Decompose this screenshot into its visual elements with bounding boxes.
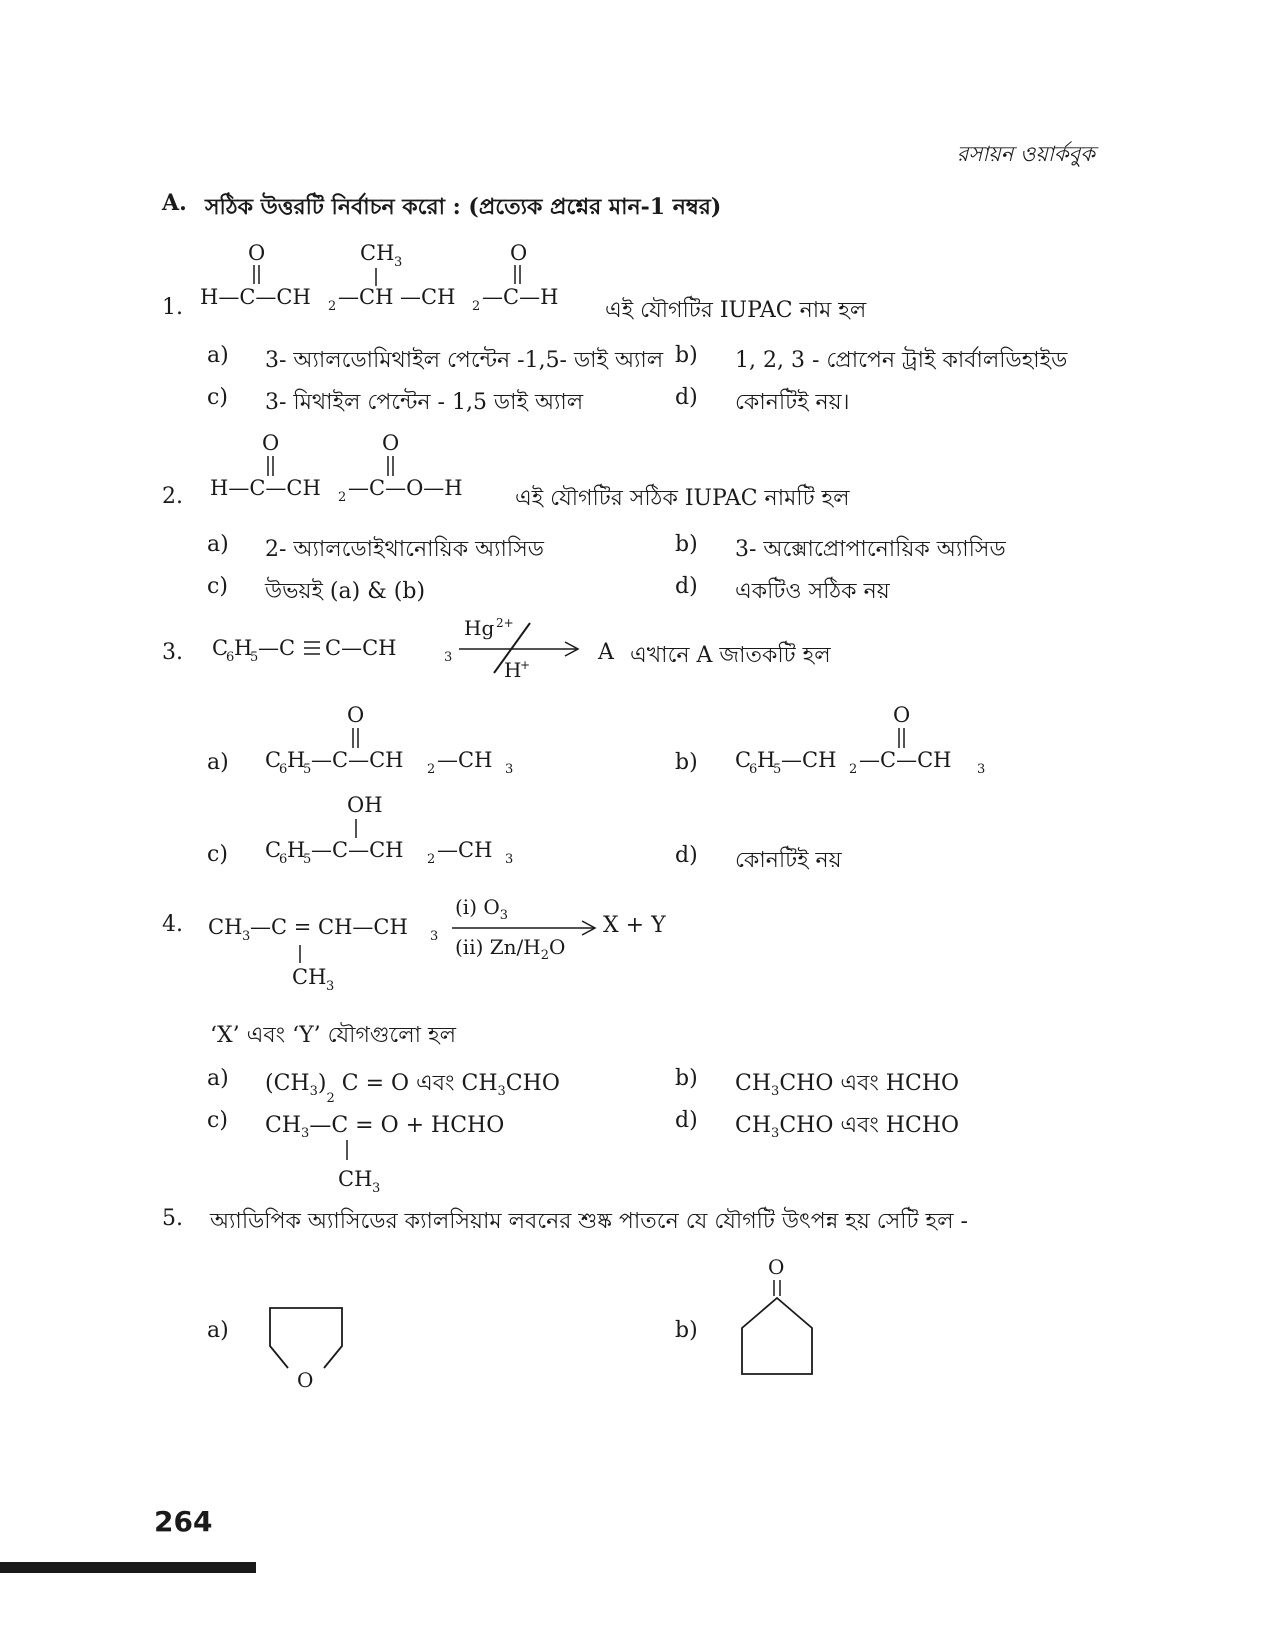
q3-option-d-label: d) <box>675 843 698 868</box>
running-header: রসায়ন ওয়ার্কবুক <box>956 142 1095 166</box>
question-2-prompt: এই যৌগটির সঠিক IUPAC নামটি হল <box>515 486 850 511</box>
q1-option-d-label: d) <box>675 385 698 410</box>
q4-products: X + Y <box>603 913 666 938</box>
svg-text:—CH: —CH <box>781 748 837 772</box>
svg-text:2: 2 <box>328 299 337 314</box>
q3-option-a-label: a) <box>207 750 229 775</box>
q4-option-b-text: $CH_3CHO$ এবং HCHO <box>735 1071 960 1099</box>
q1-option-b-text: 1, 2, 3 - প্রোপেন ট্রাই কার্বালডিহাইড <box>735 348 1068 373</box>
svg-text:—C—CH: —C—CH <box>311 838 404 862</box>
svg-text:O: O <box>382 431 400 455</box>
svg-text:5: 5 <box>303 762 312 777</box>
svg-text:—C—CH: —C—CH <box>311 748 404 772</box>
svg-text:O: O <box>347 703 365 727</box>
svg-text:2+: 2+ <box>496 616 514 630</box>
page-number: 264 <box>154 1505 213 1538</box>
svg-text:O: O <box>768 1255 785 1279</box>
footer-rule <box>0 1562 256 1573</box>
svg-text:C: C <box>265 838 282 862</box>
svg-text:3: 3 <box>444 650 453 665</box>
q3-option-b-label: b) <box>675 750 698 775</box>
svg-text:6: 6 <box>279 852 288 867</box>
q4-option-b-label: b) <box>675 1066 698 1091</box>
svg-text:—CH: —CH <box>437 748 493 772</box>
q4-option-a-text: $(CH_3)_2$ C = O এবং $CH_3CHO$ <box>265 1071 560 1106</box>
svg-text:O: O <box>297 1368 314 1392</box>
svg-text:O: O <box>510 241 528 265</box>
svg-text:CH: CH <box>338 1167 373 1191</box>
question-1-number: 1. <box>162 295 183 320</box>
q4-option-d-label: d) <box>675 1108 698 1133</box>
svg-text:—C—CH: —C—CH <box>859 748 952 772</box>
svg-text:OH: OH <box>347 795 383 817</box>
q1-option-a-text: 3- অ্যালডোমিথাইল পেন্টেন -1,5- ডাই অ্যাল <box>265 348 664 373</box>
q2-option-c-label: c) <box>207 574 228 599</box>
svg-text:6: 6 <box>749 762 758 777</box>
q2-structure <box>210 428 510 508</box>
question-5-number: 5. <box>162 1206 183 1231</box>
svg-text:5: 5 <box>773 762 782 777</box>
q2-option-b-text: 3- অক্সোপ্রোপানোয়িক অ্যাসিড <box>735 537 1006 562</box>
q4-option-c-methyl-branch <box>330 1136 390 1196</box>
svg-text:C: C <box>265 748 282 772</box>
svg-text:3: 3 <box>430 929 439 944</box>
q1-option-c-label: c) <box>207 385 228 410</box>
question-4-number: 4. <box>162 912 183 937</box>
svg-text:3: 3 <box>326 979 335 994</box>
q5-option-a-tetrahydrofuran-ring <box>262 1300 352 1395</box>
svg-text:3: 3 <box>977 762 986 777</box>
q2-option-c-text: উভয়ই (a) & (b) <box>265 579 426 604</box>
q3-option-c-label: c) <box>207 842 228 867</box>
q5-option-a-label: a) <box>207 1318 229 1343</box>
section-title: সঠিক উত্তরটি নির্বাচন করো : (প্রত্যেক প্রশ্নের মান-1 নম্বর) <box>205 194 722 220</box>
q2-option-a-label: a) <box>207 532 229 557</box>
q3-product: A <box>598 640 614 665</box>
question-1-prompt: এই যৌগটির IUPAC নাম হল <box>605 298 867 323</box>
question-3-number: 3. <box>162 640 183 665</box>
q3-option-a-structure <box>265 700 525 780</box>
q2-option-b-label: b) <box>675 532 698 557</box>
q3-option-c-structure <box>265 795 525 870</box>
svg-text:3: 3 <box>505 762 514 777</box>
svg-text:—C—O—H: —C—O—H <box>348 476 463 500</box>
svg-text:6: 6 <box>226 650 235 665</box>
svg-text:5: 5 <box>303 852 312 867</box>
q4-reaction-arrow <box>450 920 600 936</box>
section-label: A. <box>162 190 187 216</box>
svg-text:CH: CH <box>208 915 243 939</box>
q1-structure <box>200 240 610 320</box>
svg-text:+: + <box>520 658 531 672</box>
q3-reaction <box>212 615 592 685</box>
svg-text:—CH: —CH <box>437 838 493 862</box>
svg-text:H—C—CH: H—C—CH <box>210 476 321 500</box>
question-2-number: 2. <box>162 484 183 509</box>
svg-text:—C = CH—CH: —C = CH—CH <box>250 915 408 939</box>
q4-reagent-1: (i) $O_3$ <box>455 895 509 923</box>
svg-text:—C—H: —C—H <box>482 285 559 309</box>
svg-text:H: H <box>287 838 306 862</box>
svg-text:2: 2 <box>849 762 858 777</box>
q1-option-b-label: b) <box>675 343 698 368</box>
svg-text:O: O <box>893 703 911 727</box>
q4-option-c-text: $CH_3—C = O$ + HCHO <box>265 1113 505 1141</box>
q4-reactant-structure <box>208 900 458 995</box>
question-3-prompt: এখানে A জাতকটি হল <box>630 643 831 668</box>
svg-text:H: H <box>504 658 522 682</box>
svg-text:H: H <box>234 636 253 660</box>
q2-option-d-label: d) <box>675 574 698 599</box>
q2-option-a-text: 2- অ্যালডোইথানোয়িক অ্যাসিড <box>265 537 544 562</box>
q1-option-d-text: কোনটিই নয়। <box>735 390 850 415</box>
svg-text:6: 6 <box>279 762 288 777</box>
svg-text:O: O <box>248 241 266 265</box>
svg-text:—C: —C <box>258 636 296 660</box>
svg-text:C—CH: C—CH <box>325 636 397 660</box>
q1-option-c-text: 3- মিথাইল পেন্টেন - 1,5 ডাই অ্যাল <box>265 390 584 415</box>
svg-text:CH: CH <box>292 965 327 989</box>
q5-option-b-label: b) <box>675 1318 698 1343</box>
q4-reagent-2: (ii) $Zn/H_2O$ <box>455 935 566 963</box>
svg-text:C: C <box>735 748 752 772</box>
svg-text:2: 2 <box>472 299 481 314</box>
svg-text:O: O <box>262 431 280 455</box>
q1-option-a-label: a) <box>207 343 229 368</box>
svg-text:CH: CH <box>360 241 395 265</box>
q4-option-c-label: c) <box>207 1108 228 1133</box>
svg-text:3: 3 <box>372 1181 381 1196</box>
q4-option-a-label: a) <box>207 1066 229 1091</box>
q3-option-b-structure <box>735 700 995 780</box>
svg-text:2: 2 <box>338 490 347 505</box>
svg-text:5: 5 <box>250 650 259 665</box>
q5-option-b-cyclopentanone-ring <box>730 1250 830 1380</box>
svg-text:Hg: Hg <box>464 616 495 640</box>
q2-option-d-text: একটিও সঠিক নয় <box>735 579 890 604</box>
svg-text:C: C <box>212 636 229 660</box>
svg-text:3: 3 <box>242 929 251 944</box>
question-5-prompt: অ্যাডিপিক অ্যাসিডের ক্যালসিয়াম লবনের শুষ্ক পাতনে যে যৌগটি উৎপন্ন হয় সেটি হল - <box>210 1209 968 1234</box>
svg-text:2: 2 <box>427 762 436 777</box>
question-4-prompt: ‘X’ এবং ‘Y’ যৌগগুলো হল <box>210 1023 456 1048</box>
svg-text:H: H <box>287 748 306 772</box>
svg-text:H: H <box>757 748 776 772</box>
svg-text:3: 3 <box>394 255 403 270</box>
svg-text:—CH —CH: —CH —CH <box>338 285 456 309</box>
svg-text:2: 2 <box>427 852 436 867</box>
q3-option-d-text: কোনটিই নয় <box>735 848 842 873</box>
svg-text:H—C—CH: H—C—CH <box>200 285 311 309</box>
q4-option-d-text: $CH_3CHO$ এবং HCHO <box>735 1113 960 1141</box>
svg-text:3: 3 <box>505 852 514 867</box>
